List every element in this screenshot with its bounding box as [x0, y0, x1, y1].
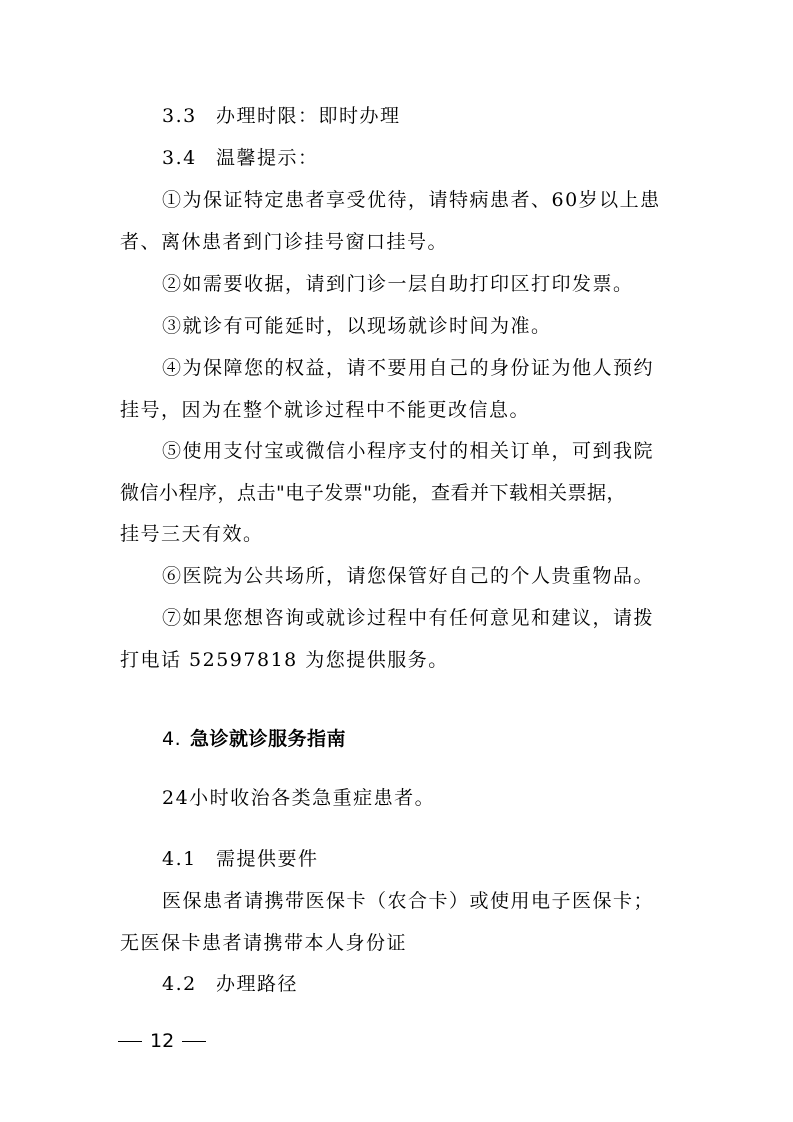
section-4-1-body-line: 无医保卡患者请携带本人身份证: [120, 932, 408, 954]
section-number: 3.4: [162, 147, 197, 169]
page-number-value: 12: [150, 1030, 175, 1052]
section-text: 温馨提示：: [216, 147, 319, 169]
tip-line: 者、离休患者到门诊挂号窗口挂号。: [120, 231, 449, 253]
section-4-2: [162, 971, 682, 997]
tip-line: 打电话 52597818 为您提供服务。: [120, 649, 449, 671]
section-number: 4.2: [162, 973, 197, 995]
page-number: [118, 1028, 206, 1054]
section-text: 需提供要件: [216, 848, 319, 870]
section-text: 办理路径: [216, 973, 299, 995]
tip-line: ⑦如果您想咨询或就诊过程中有任何意见和建议，请拨: [162, 607, 655, 629]
tip-line: ②如需要收据，请到门诊一层自助打印区打印发票。: [162, 273, 634, 295]
section-number: 4.: [162, 728, 182, 750]
tip-line: 挂号，因为在整个就诊过程中不能更改信息。: [120, 399, 531, 421]
section-title: 急诊就诊服务指南: [190, 728, 347, 750]
section-4-1: [162, 846, 682, 872]
tip-line: 微信小程序，点击"电子发票"功能，查看并下载相关票据，: [120, 482, 626, 504]
page-number-dash: [118, 1041, 142, 1043]
section-4-heading: [162, 726, 682, 752]
section-3-4: [162, 145, 682, 171]
tip-line: ⑥医院为公共场所，请您保管好自己的个人贵重物品。: [162, 565, 655, 587]
tip-line: ①为保证特定患者享受优待，请特病患者、60岁以上患: [162, 189, 661, 211]
tip-line: ⑤使用支付宝或微信小程序支付的相关订单，可到我院: [162, 440, 655, 462]
section-number: 3.3: [162, 105, 197, 127]
section-number: 4.1: [162, 848, 197, 870]
tip-line: 挂号三天有效。: [120, 523, 264, 545]
section-4-intro: 24小时收治各类急重症患者。: [162, 787, 436, 809]
section-3-3: [162, 103, 682, 129]
section-4-1-body-line: 医保患者请携带医保卡（农合卡）或使用电子医保卡；: [162, 890, 655, 912]
tip-line: ③就诊有可能延时，以现场就诊时间为准。: [162, 315, 552, 337]
page-number-dash: [182, 1041, 206, 1043]
tip-line: ④为保障您的权益，请不要用自己的身份证为他人预约: [162, 357, 655, 379]
section-text: 办理时限：即时办理: [216, 105, 401, 127]
